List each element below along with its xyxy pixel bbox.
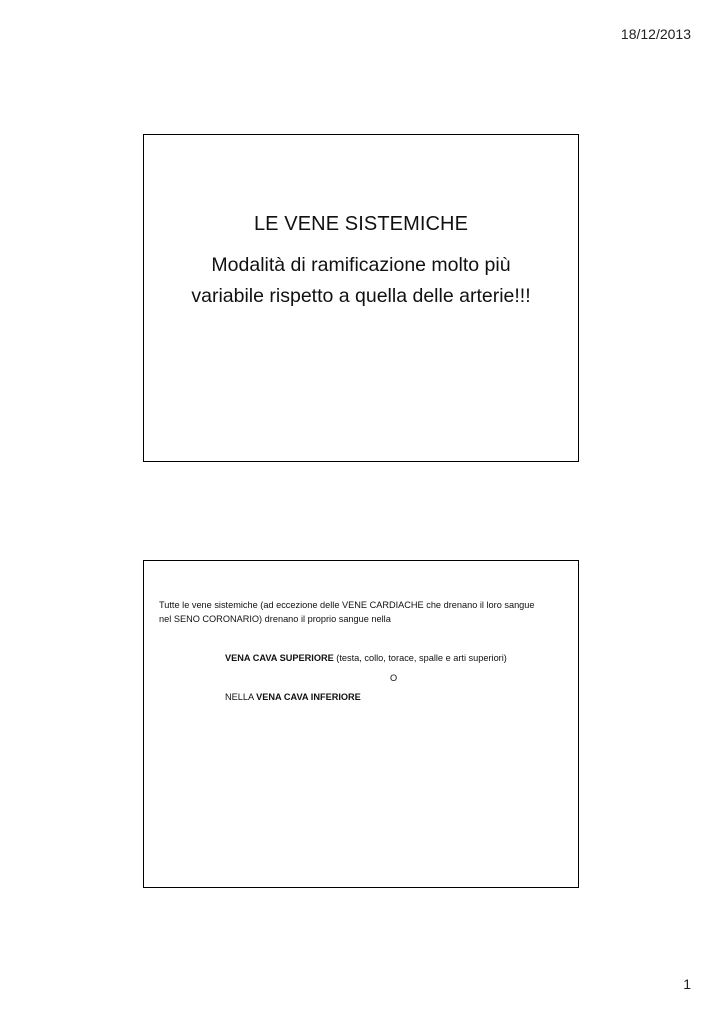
intro-paragraph <box>159 599 566 626</box>
inferiore-prefix: NELLA <box>225 692 257 702</box>
intro-line-1: Tutte le vene sistemiche (ad eccezione delle VENE CARDIACHE che drenano il loro sangue <box>159 600 535 610</box>
vena-cava-superiore-desc: (testa, collo, torace, spalle e arti superiori) <box>333 653 507 663</box>
slide-2 <box>143 560 579 888</box>
intro-line-2: nel SENO CORONARIO) drenano il proprio sangue nella <box>159 613 391 624</box>
slide-1 <box>143 134 579 462</box>
vena-cava-inferiore-line <box>225 692 361 702</box>
subtitle-line-2: variabile rispetto a quella delle arterie!!! <box>191 285 531 307</box>
page-number: 1 <box>683 976 691 992</box>
slide-title: LE VENE SISTEMICHE <box>253 213 469 235</box>
slide-subtitle <box>144 250 578 312</box>
or-separator: O <box>390 673 398 683</box>
vena-cava-superiore-label: VENA CAVA SUPERIORE <box>225 653 334 663</box>
subtitle-line-1: Modalità di ramificazione molto più <box>211 254 511 276</box>
page-date: 18/12/2013 <box>620 26 691 42</box>
vena-cava-inferiore-label: VENA CAVA INFERIORE <box>256 692 361 702</box>
vena-cava-superiore-line <box>225 653 507 663</box>
